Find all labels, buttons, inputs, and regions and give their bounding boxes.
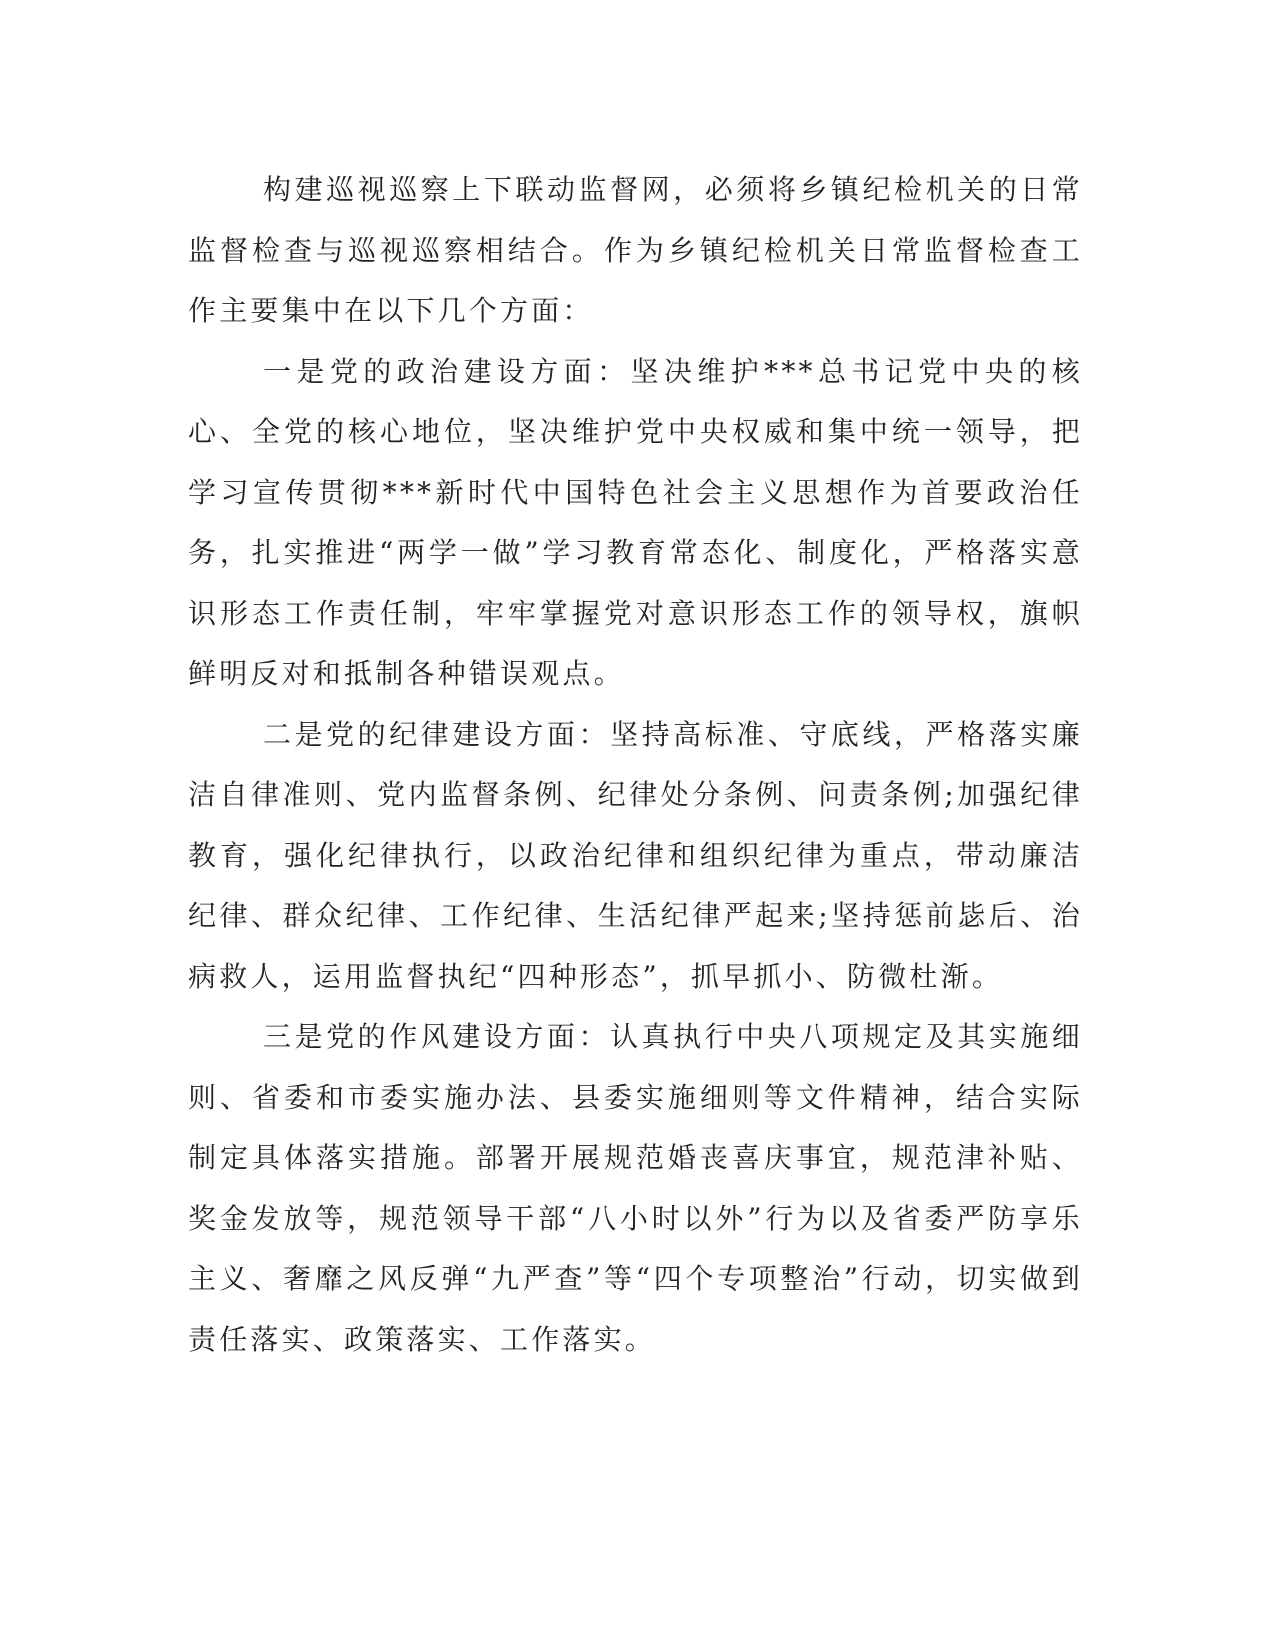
paragraph-political-building: 一是党的政治建设方面：坚决维护***总书记党中央的核心、全党的核心地位，坚决维护党中央权威和集中统一领导，把学习宣传贯彻***新时代中国特色社会主义思想作为首要政治任务，扎实推进“两学一做”学习教育常态化、制度化，严格落实意识形态工作责任制，牢牢掌握党对意识形态工作的领导权，旗帜鲜明反对和抵制各种错误观点。 — [188, 354, 1083, 690]
paragraph-intro: 构建巡视巡察上下联动监督网，必须将乡镇纪检机关的日常监督检查与巡视巡察相结合。作为乡镇纪检机关日常监督检查工作主要集中在以下几个方面： — [188, 173, 1083, 327]
document-body — [188, 160, 1083, 1370]
paragraph-discipline-building: 二是党的纪律建设方面：坚持高标准、守底线，严格落实廉洁自律准则、党内监督条例、纪律处分条例、问责条例;加强纪律教育，强化纪律执行，以政治纪律和组织纪律为重点，带动廉洁纪律、群众纪律、工作纪律、生活纪律严起来;坚持惩前毖后、治病救人，运用监督执纪“四种形态”，抓早抓小、防微杜渐。 — [188, 717, 1083, 993]
paragraph-style-building: 三是党的作风建设方面：认真执行中央八项规定及其实施细则、省委和市委实施办法、县委实施细则等文件精神，结合实际制定具体落实措施。部署开展规范婚丧喜庆事宜，规范津补贴、奖金发放等，规范领导干部“八小时以外”行为以及省委严防享乐主义、奢靡之风反弹“九严查”等“四个专项整治”行动，切实做到责任落实、政策落实、工作落实。 — [188, 1020, 1083, 1356]
